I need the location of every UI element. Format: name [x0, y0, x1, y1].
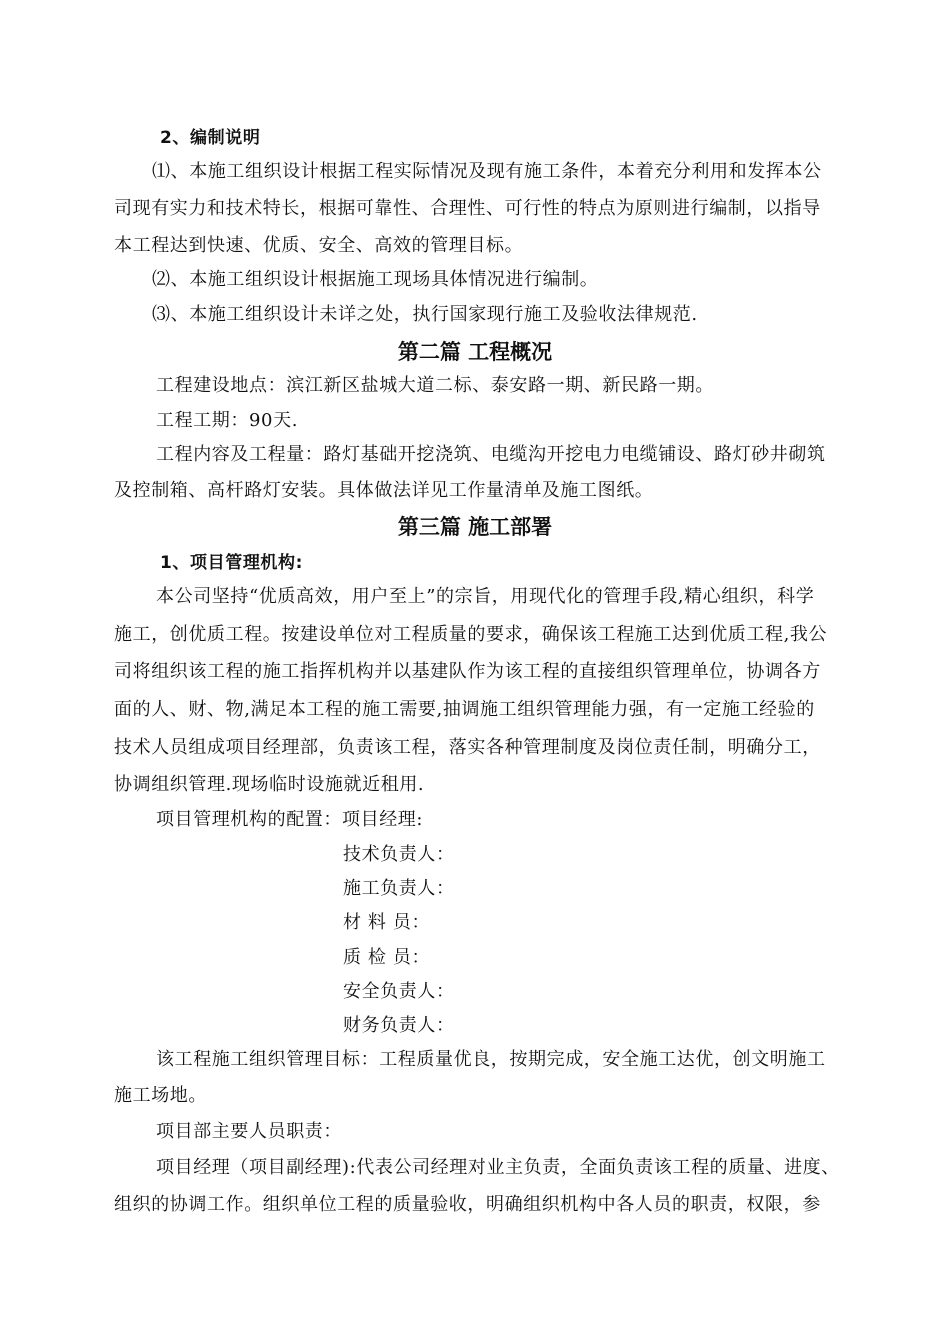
paragraph-line: 施工场地。 [114, 1085, 207, 1106]
section-heading-compile-notes: 2、编制说明 [160, 128, 261, 148]
paragraph-line: 本公司坚持“优质高效，用户至上”的宗旨，用现代化的管理手段,精心组织，科学 [156, 586, 815, 607]
staff-role: 施工负责人： [343, 878, 455, 899]
staff-role: 财务负责人： [343, 1015, 455, 1036]
paragraph-line: 司现有实力和技术特长，根据可靠性、合理性、可行性的特点为原则进行编制，以指导 [114, 198, 821, 219]
staff-role: 质 检 员： [343, 947, 431, 968]
staff-role: 安全负责人： [343, 981, 455, 1002]
paragraph-line: 该工程施工组织管理目标：工程质量优良，按期完成，安全施工达优，创文明施工 [156, 1049, 826, 1070]
duties-label: 项目部主要人员职责： [156, 1121, 342, 1142]
config-label: 项目管理机构的配置：项目经理: [156, 809, 424, 830]
paragraph-line: ⑶、本施工组织设计未详之处，执行国家现行施工及验收法律规范. [152, 304, 698, 325]
part-title-overview: 第二篇 工程概况 [397, 340, 553, 364]
paragraph-line: 技术人员组成项目经理部，负责该工程，落实各种管理制度及岗位责任制，明确分工， [114, 737, 821, 758]
paragraph-line: 工程建设地点：滨江新区盐城大道二标、泰安路一期、新民路一期。 [156, 375, 714, 396]
paragraph-line: 及控制箱、高杆路灯安装。具体做法详见工作量清单及施工图纸。 [114, 480, 654, 501]
section-heading-management: 1、项目管理机构: [160, 553, 304, 573]
paragraph-line: 项目经理（项目副经理):代表公司经理对业主负责，全面负责该工程的质量、进度、 [156, 1157, 840, 1178]
paragraph-line: 工程工期：90天. [156, 410, 299, 431]
paragraph-line: 组织的协调工作。组织单位工程的质量验收，明确组织机构中各人员的职责，权限，参 [114, 1194, 821, 1215]
paragraph-line: ⑴、本施工组织设计根据工程实际情况及现有施工条件，本着充分利用和发挥本公 [152, 161, 822, 182]
paragraph-line: ⑵、本施工组织设计根据施工现场具体情况进行编制。 [152, 269, 599, 290]
paragraph-line: 面的人、财、物,满足本工程的施工需要,抽调施工组织管理能力强，有一定施工经验的 [114, 699, 815, 720]
staff-role: 技术负责人： [343, 844, 455, 865]
paragraph-line: 施工，创优质工程。按建设单位对工程质量的要求，确保该工程施工达到优质工程,我公 [114, 624, 828, 645]
paragraph-line: 司将组织该工程的施工指挥机构并以基建队作为该工程的直接组织管理单位，协调各方 [114, 661, 821, 682]
paragraph-line: 本工程达到快速、优质、安全、高效的管理目标。 [114, 235, 524, 256]
part-title-deployment: 第三篇 施工部署 [397, 515, 553, 539]
paragraph-line: 工程内容及工程量：路灯基础开挖浇筑、电缆沟开挖电力电缆铺设、路灯砂井砌筑 [156, 444, 826, 465]
paragraph-line: 协调组织管理.现场临时设施就近租用. [114, 774, 425, 795]
staff-role: 材 料 员： [343, 912, 431, 933]
